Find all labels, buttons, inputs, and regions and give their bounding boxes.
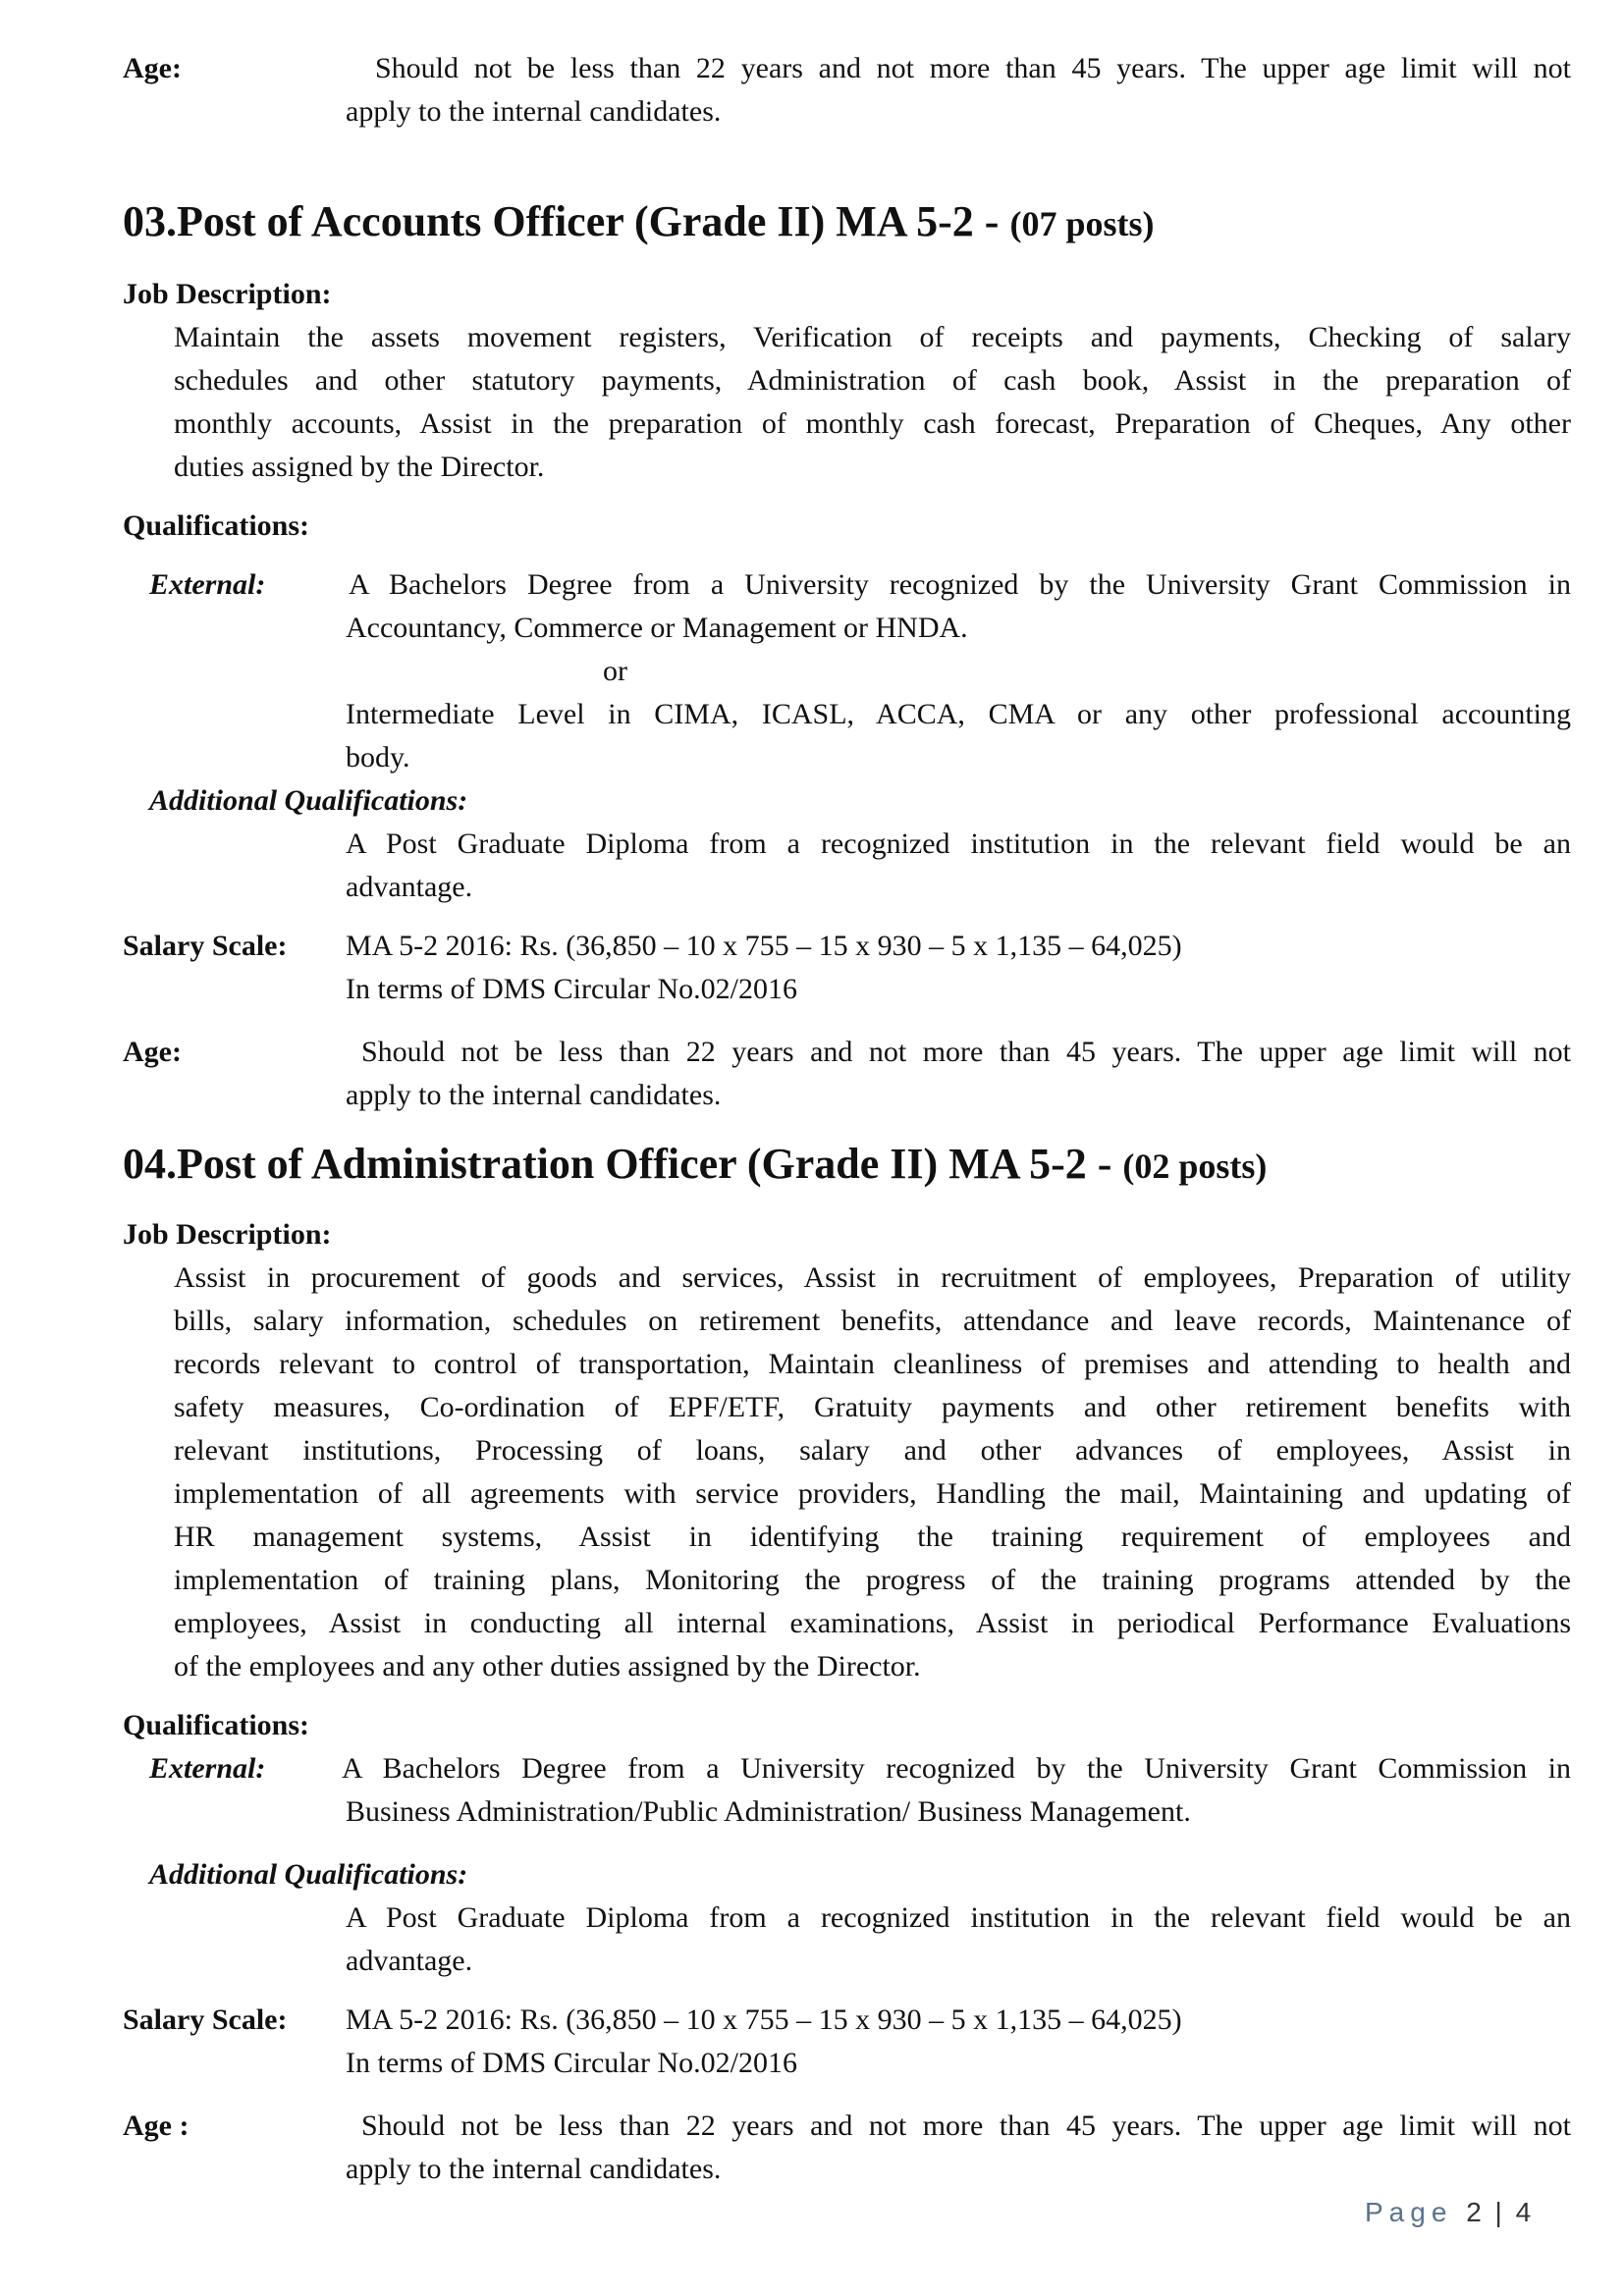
salary-scale-text [346,1999,1571,2085]
post-heading-count: (07 posts) [1009,204,1155,243]
page-current: 2 [1466,2197,1482,2227]
external-line: A Bachelors Degree from a University recognized by the University Grant Commission in [349,568,1571,601]
qualifications-label: Qualifications: [123,509,310,542]
salary-line: In terms of DMS Circular No.02/2016 [346,2047,797,2079]
qualifications-label: Qualifications: [123,1709,310,1741]
salary-scale-label: Salary Scale: [123,930,288,962]
age-label: Age : [123,2109,189,2142]
job-description-line: monthly accounts, Assist in the preparation of monthly cash forecast, Preparation of Cheques, Any other [174,407,1571,440]
additional-qualifications-label: Additional Qualifications: [149,1858,468,1891]
job-description-line: HR management systems, Assist in identifying the training requirement of employees and [174,1521,1571,1553]
external-line: A Bachelors Degree from a University recognized by the University Grant Commission in [342,1752,1571,1785]
age-text-line: Should not be less than 22 years and not more than 45 years. The upper age limit will not [361,2109,1571,2142]
external-line: Business Administration/Public Administration/ Business Management. [346,1795,1191,1828]
additional-line: A Post Graduate Diploma from a recognized institution in the relevant field would be an [346,1901,1571,1934]
age-text [346,2105,1571,2191]
job-description-line: Assist in procurement of goods and services, Assist in recruitment of employees, Preparation of utility [174,1261,1571,1294]
page-separator: | [1494,2197,1502,2227]
external-label: External: [149,1752,266,1785]
additional-qualifications-text [346,823,1571,909]
job-description-label: Job Description: [123,1218,332,1251]
post-heading-title: 03.Post of Accounts Officer (Grade II) MA 5-2 - [123,197,1010,245]
job-description-line: relevant institutions, Processing of loans, salary and other advances of employees, Assist in [174,1434,1571,1467]
additional-line: advantage. [346,871,473,903]
job-description-line: Maintain the assets movement registers, Verification of receipts and payments, Checking of salary [174,321,1571,353]
salary-scale-label: Salary Scale: [123,2003,288,2036]
salary-scale-text [346,925,1571,1011]
job-description-line: safety measures, Co-ordination of EPF/ETF, Gratuity payments and other retirement benefits with [174,1391,1571,1423]
job-description-line: bills, salary information, schedules on retirement benefits, attendance and leave records, Maintenance of [174,1305,1571,1337]
post-heading-title: 04.Post of Administration Officer (Grade II) MA 5-2 - [123,1140,1123,1188]
job-description-line: of the employees and any other duties assigned by the Director. [174,1650,921,1682]
external-line: Accountancy, Commerce or Management or HNDA. [346,612,968,644]
page-word: Page [1365,2197,1453,2227]
additional-qualifications-text [346,1896,1571,1983]
age-text-line: Should not be less than 22 years and not more than 45 years. The upper age limit will not [361,1036,1571,1068]
age-text-line: apply to the internal candidates. [346,1079,722,1111]
job-description-text [174,1256,1571,1688]
external-line: Intermediate Level in CIMA, ICASL, ACCA, CMA or any other professional accounting [346,698,1571,730]
job-description-line: implementation of training plans, Monitoring the progress of the training programs attended by the [174,1564,1571,1596]
additional-line: advantage. [346,1945,473,1977]
post-03-heading [123,194,1154,251]
or-separator: or [603,655,627,687]
external-line: body. [346,741,410,774]
salary-line: In terms of DMS Circular No.02/2016 [346,973,797,1005]
job-description-line: records relevant to control of transportation, Maintain cleanliness of premises and attending to health and [174,1348,1571,1380]
job-description-line: implementation of all agreements with service providers, Handling the mail, Maintaining and updating of [174,1477,1571,1510]
age-text-line: apply to the internal candidates. [346,95,722,128]
job-description-line: employees, Assist in conducting all internal examinations, Assist in periodical Performance Evaluations [174,1607,1571,1639]
job-description-line: schedules and other statutory payments, Administration of cash book, Assist in the preparation of [174,364,1571,397]
age-label: Age: [123,52,182,84]
age-text [346,47,1571,133]
job-description-text [174,316,1571,489]
salary-line: MA 5-2 2016: Rs. (36,850 – 10 x 755 – 15 x 930 – 5 x 1,135 – 64,025) [346,930,1182,962]
external-label: External: [149,568,266,601]
salary-line: MA 5-2 2016: Rs. (36,850 – 10 x 755 – 15 x 930 – 5 x 1,135 – 64,025) [346,2003,1182,2036]
external-qualification-a [342,1747,1571,1834]
external-qualification-a [346,563,1571,650]
page-number-footer [1365,2193,1551,2232]
external-qualification-b [346,693,1571,779]
age-text-line: Should not be less than 22 years and not more than 45 years. The upper age limit will not [375,52,1571,84]
age-text-line: apply to the internal candidates. [346,2153,722,2185]
post-heading-count: (02 posts) [1122,1147,1268,1186]
job-description-line: duties assigned by the Director. [174,451,545,483]
page-total: 4 [1515,2197,1532,2227]
job-description-label: Job Description: [123,278,332,310]
post-04-heading [123,1137,1267,1194]
additional-qualifications-label: Additional Qualifications: [149,784,468,817]
additional-line: A Post Graduate Diploma from a recognized institution in the relevant field would be an [346,828,1571,860]
age-text [346,1031,1571,1117]
age-label: Age: [123,1036,182,1068]
